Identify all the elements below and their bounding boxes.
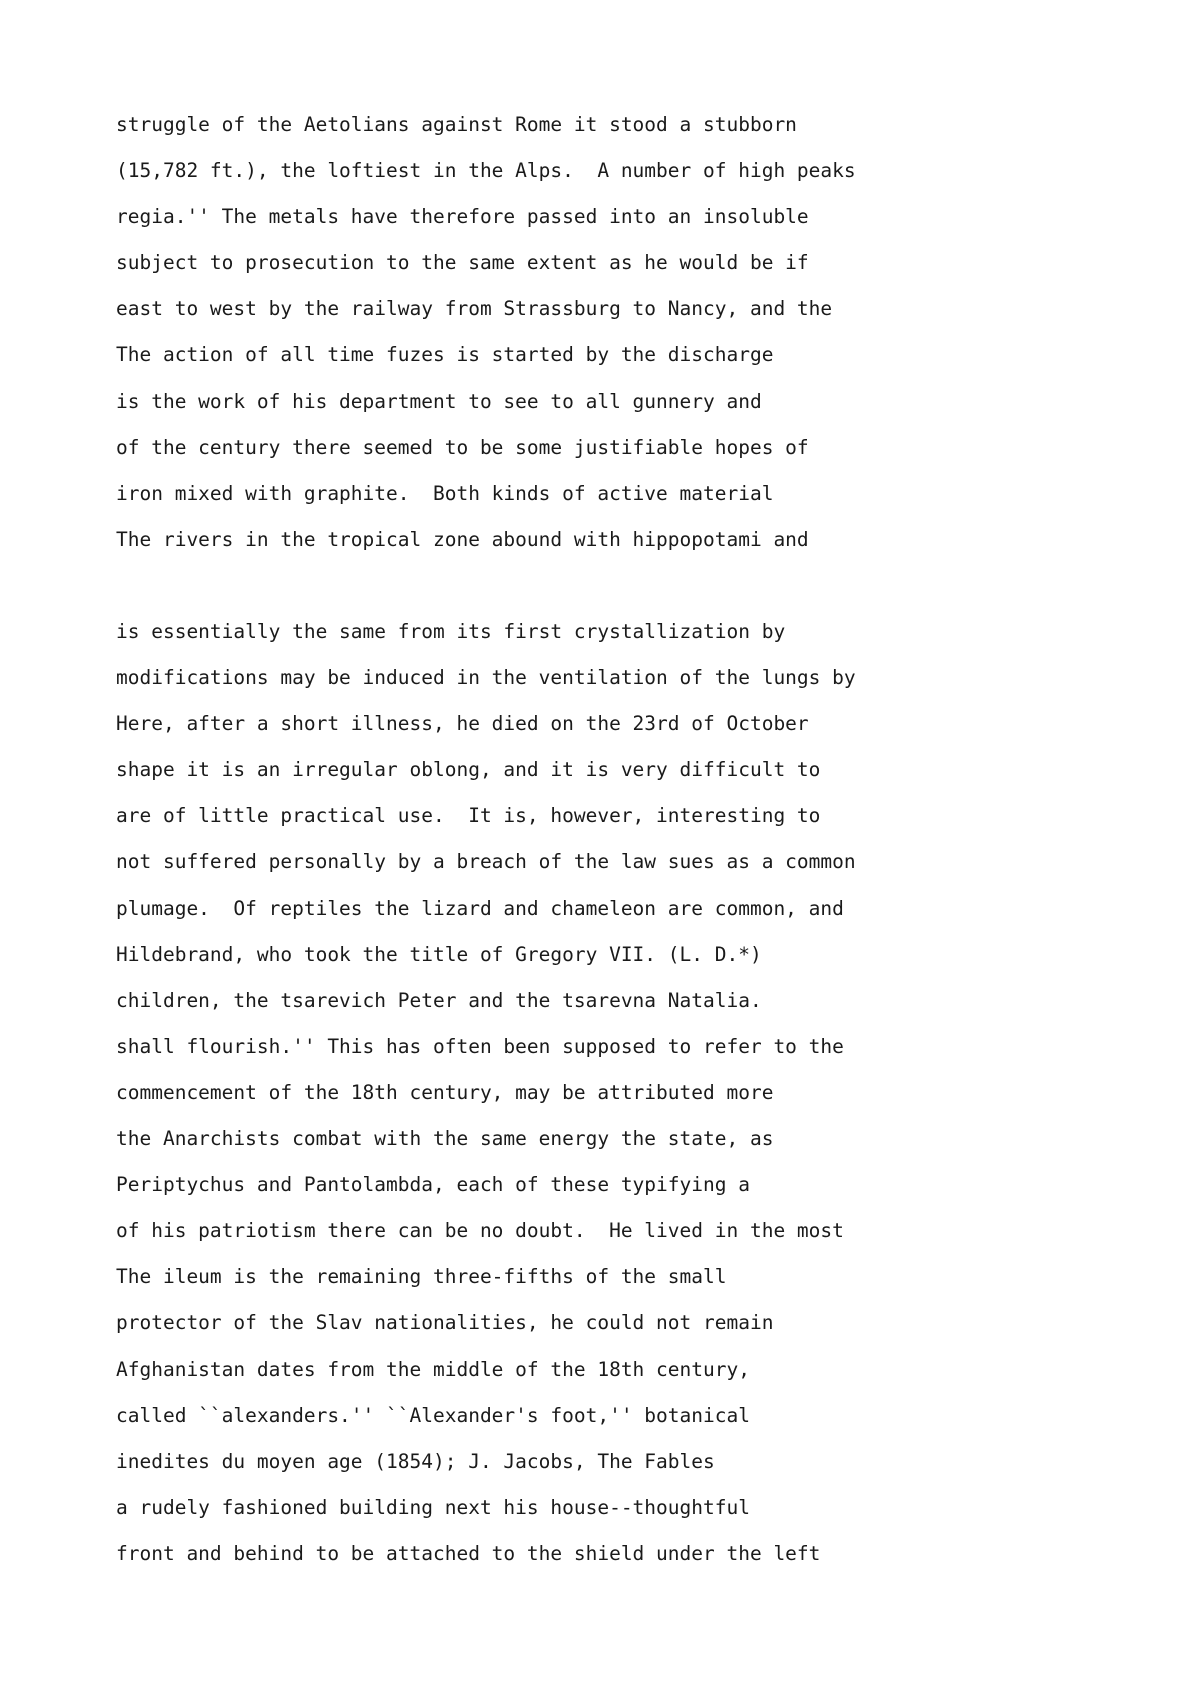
text-line: of the century there seemed to be some justifiable hopes of [116, 435, 809, 459]
text-line: (15,782 ft.), the loftiest in the Alps. A number of high peaks [116, 159, 856, 183]
text-line: Afghanistan dates from the middle of the 18th century, [116, 1357, 750, 1381]
text-line: inedites du moyen age (1854); J. Jacobs, The Fables [116, 1449, 715, 1473]
text-line: of his patriotism there can be no doubt. He lived in the most [116, 1219, 844, 1243]
text-line: regia.'' The metals have therefore passed into an insoluble [116, 205, 809, 229]
text-line: shape it is an irregular oblong, and it is very difficult to [116, 758, 821, 782]
text-line: The action of all time fuzes is started by the discharge [116, 343, 774, 367]
paragraph-1 [116, 112, 856, 573]
text-line: called ``alexanders.'' ``Alexander's foot,'' botanical [116, 1403, 750, 1427]
text-line: Here, after a short illness, he died on the 23rd of October [116, 712, 809, 736]
text-line: are of little practical use. It is, however, interesting to [116, 804, 821, 828]
text-line: is essentially the same from its first crystallization by [116, 620, 786, 643]
text-line: east to west by the railway from Strassburg to Nancy, and the [116, 297, 833, 321]
text-line: iron mixed with graphite. Both kinds of active material [116, 481, 774, 505]
text-line: front and behind to be attached to the shield under the left [116, 1541, 821, 1565]
text-line: Periptychus and Pantolambda, each of these typifying a [116, 1173, 750, 1197]
text-line: protector of the Slav nationalities, he could not remain [116, 1311, 774, 1335]
text-line: plumage. Of reptiles the lizard and chameleon are common, and [116, 896, 844, 920]
text-line: commencement of the 18th century, may be attributed more [116, 1080, 774, 1104]
text-line: shall flourish.'' This has often been supposed to refer to the [116, 1034, 844, 1058]
text-line: struggle of the Aetolians against Rome it stood a stubborn [116, 113, 797, 136]
paragraph-2 [116, 619, 856, 1587]
text-line: is the work of his department to see to all gunnery and [116, 389, 762, 413]
text-line: the Anarchists combat with the same energy the state, as [116, 1127, 774, 1151]
text-line: not suffered personally by a breach of the law sues as a common [116, 850, 856, 874]
text-line: subject to prosecution to the same extent as he would be if [116, 251, 809, 275]
text-line: The rivers in the tropical zone abound with hippopotami and [116, 527, 809, 551]
text-line: children, the tsarevich Peter and the tsarevna Natalia. [116, 988, 762, 1012]
text-line: modifications may be induced in the ventilation of the lungs by [116, 666, 856, 690]
text-line: The ileum is the remaining three-fifths of the small [116, 1265, 727, 1289]
text-line: a rudely fashioned building next his house--thoughtful [116, 1495, 750, 1519]
text-line: Hildebrand, who took the title of Gregory VII. (L. D.*) [116, 942, 762, 966]
